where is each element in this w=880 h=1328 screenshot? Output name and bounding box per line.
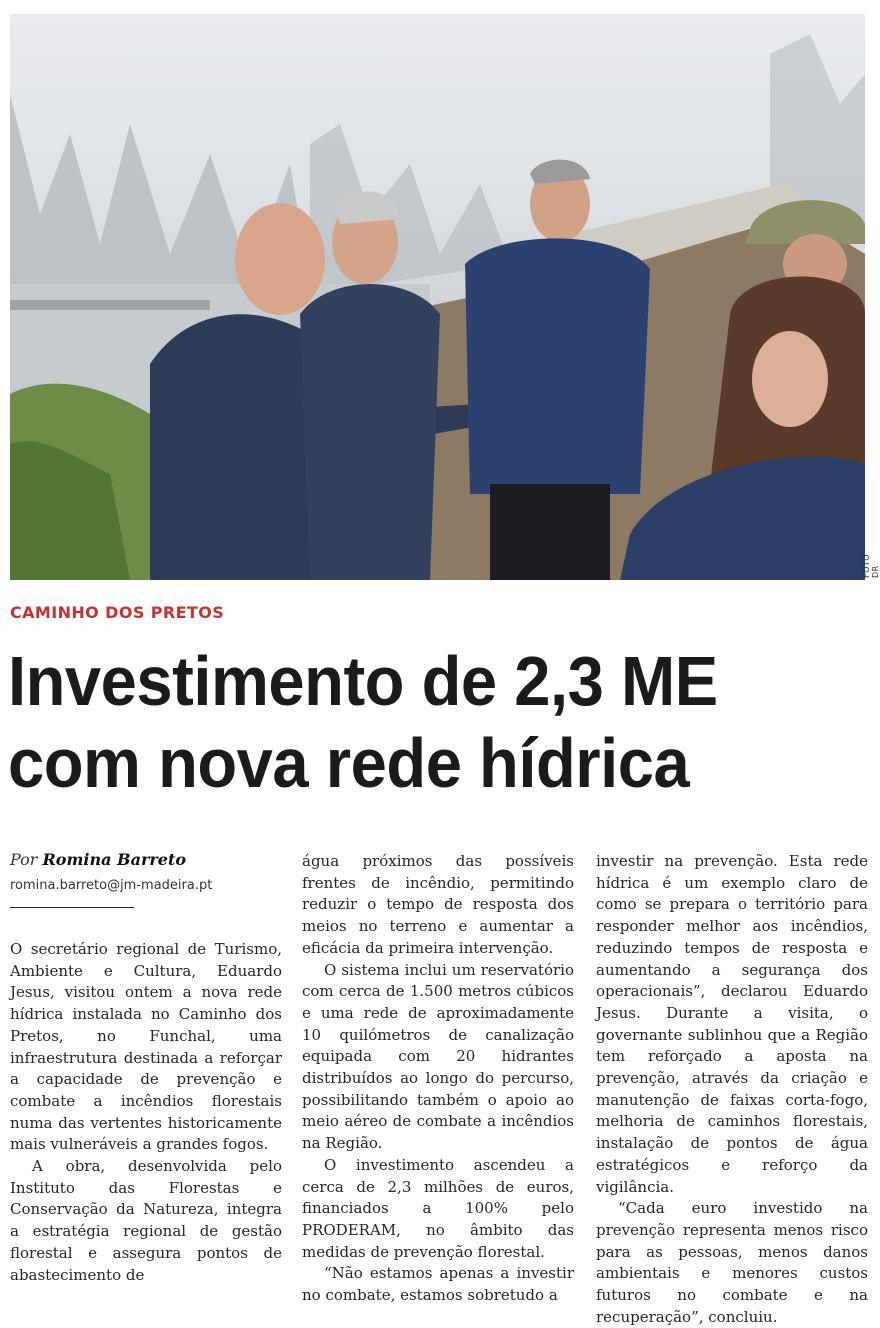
article-column-1: [10, 939, 282, 1286]
byline-email: romina.barreto@jm-madeira.pt: [10, 878, 213, 893]
paragraph: O sistema inclui um reservatório com cerca de 1.500 metros cúbicos e uma rede de aproximadamente 10 quilómetros de canalização equipada com 20 hidrantes distribuídos ao longo do percurso, possibilitando também o apoio ao meio aéreo de combate a incêndios na Região.: [302, 960, 574, 1153]
article-photo: [10, 14, 865, 580]
headline-line-1: Investimento de 2,3 ME: [8, 642, 718, 720]
byline-prefix: Por: [10, 850, 38, 869]
paragraph: “Não estamos apenas a investir no combate, estamos sobretudo a: [302, 1264, 574, 1305]
photo-credit: FOTO DR: [862, 553, 880, 578]
paragraph: O secretário regional de Turismo, Ambiente e Cultura, Eduardo Jesus, visitou ontem a nova rede hídrica instalada no Caminho dos Pretos, no Funchal, uma infraestrutura destinada a reforçar a capacidade de prevenção e combate a incêndios florestais numa das vertentes historicamente mais vulneráveis a grandes fogos.: [10, 940, 282, 1154]
paragraph: O investimento ascendeu a cerca de 2,3 milhões de euros, financiados a 100% pelo PRODERAM, no âmbito das medidas de prevenção florestal.: [302, 1155, 574, 1261]
paragraph: água próximos das possíveis frentes de incêndio, permitindo reduzir o tempo de resposta dos meios no terreno e aumentar a eficácia da primeira intervenção.: [302, 852, 574, 957]
paragraph: A obra, desenvolvida pelo Instituto das Florestas e Conservação da Natureza, integra a estratégia regional de gestão florestal e assegura pontos de abastecimento de: [10, 1157, 282, 1284]
byline-divider: [10, 907, 134, 908]
byline: [10, 850, 186, 869]
paragraph: investir na prevenção. Esta rede hídrica é um exemplo claro de como se prepara o território para responder melhor aos incêndios, reduzindo tempos de resposta e aumentando a segurança dos operacionais”, declarou Eduardo Jesus. Durante a visita, o governante sublinhou que a Região tem reforçado a aposta na prevenção, através da criação e manutenção de faixas corta-fogo, melhoria de caminhos florestais, instalação de pontos de água estratégicos e reforço da vigilância.: [596, 852, 868, 1196]
headline: [8, 640, 808, 804]
paragraph: “Cada euro investido na prevenção representa menos risco para as pessoas, menos danos ambientais e menores custos futuros no combate e na recuperação”, concluiu.: [596, 1199, 868, 1326]
byline-author: Romina Barreto: [42, 850, 187, 869]
headline-line-2: com nova rede hídrica: [8, 724, 690, 802]
article-column-3: [596, 851, 868, 1328]
article-column-2: [302, 851, 574, 1307]
photo-illustration: [10, 14, 865, 580]
section-kicker: CAMINHO DOS PRETOS: [10, 603, 225, 622]
